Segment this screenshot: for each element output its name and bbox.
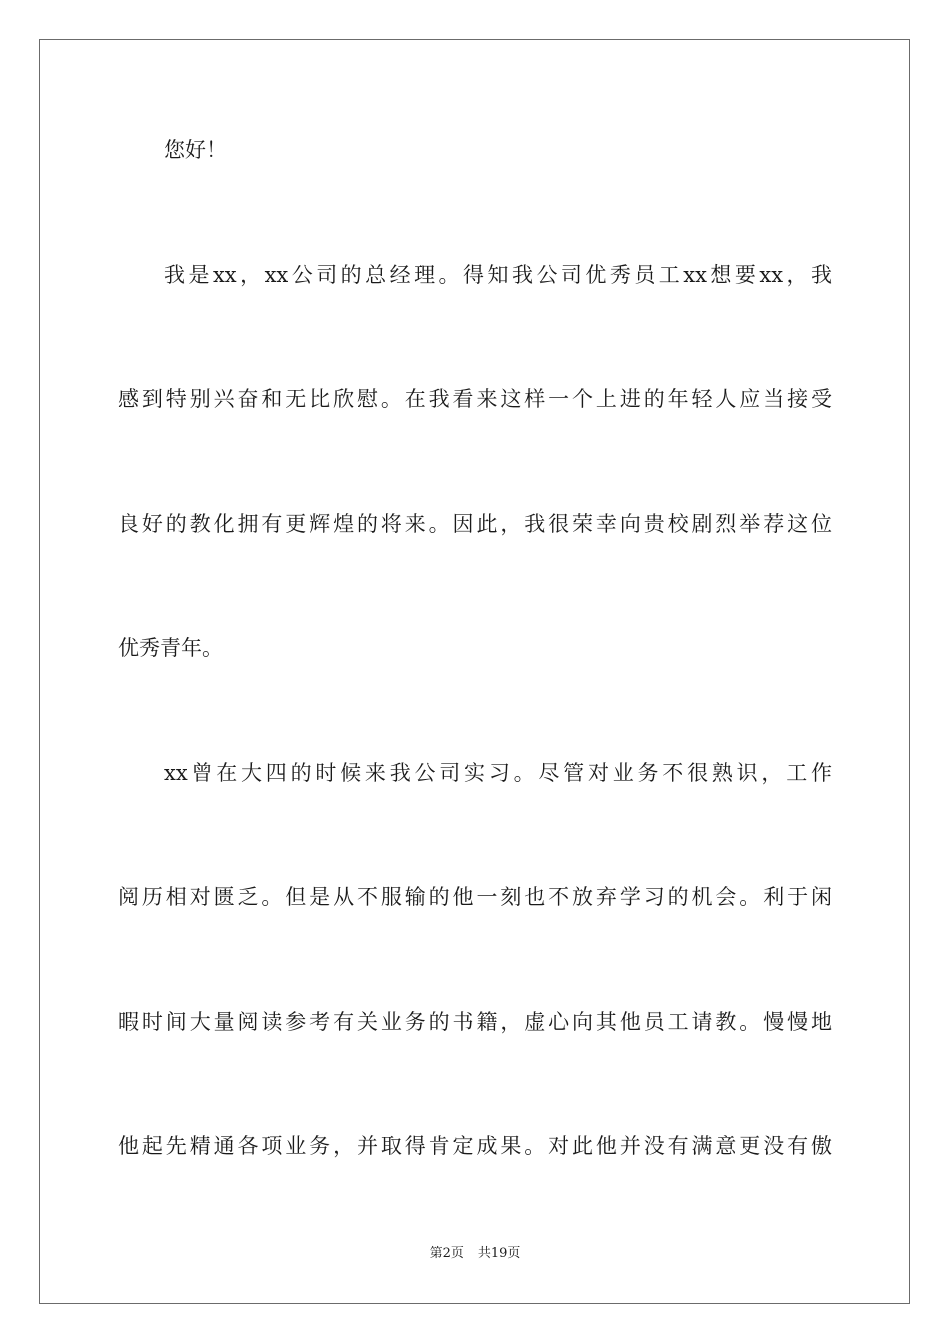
page-total: 共19页 [477, 1246, 521, 1261]
paragraph-line: 他起先精通各项业务，并取得肯定成果。对此他并没有满意更没有傲 [118, 1134, 832, 1158]
paragraph-line: 良好的教化拥有更辉煌的将来。因此，我很荣幸向贵校剧烈举荐这位 [118, 512, 832, 536]
paragraph-line: xx曾在大四的时候来我公司实习。尽管对业务不很熟识，工作 [164, 761, 832, 785]
page-footer [0, 1244, 950, 1264]
page-border [39, 39, 910, 1304]
page-number: 第2页 [429, 1246, 464, 1261]
paragraph-line: 我是xx，xx公司的总经理。得知我公司优秀员工xx想要xx，我 [164, 263, 832, 287]
paragraph-line: 阅历相对匮乏。但是从不服输的他一刻也不放弃学习的机会。利于闲 [118, 885, 832, 909]
paragraph-line: 感到特别兴奋和无比欣慰。在我看来这样一个上进的年轻人应当接受 [118, 387, 832, 411]
paragraph-line: 优秀青年。 [118, 636, 223, 660]
greeting-line: 您好！ [164, 138, 227, 162]
paragraph-line: 暇时间大量阅读参考有关业务的书籍，虚心向其他员工请教。慢慢地 [118, 1010, 832, 1034]
